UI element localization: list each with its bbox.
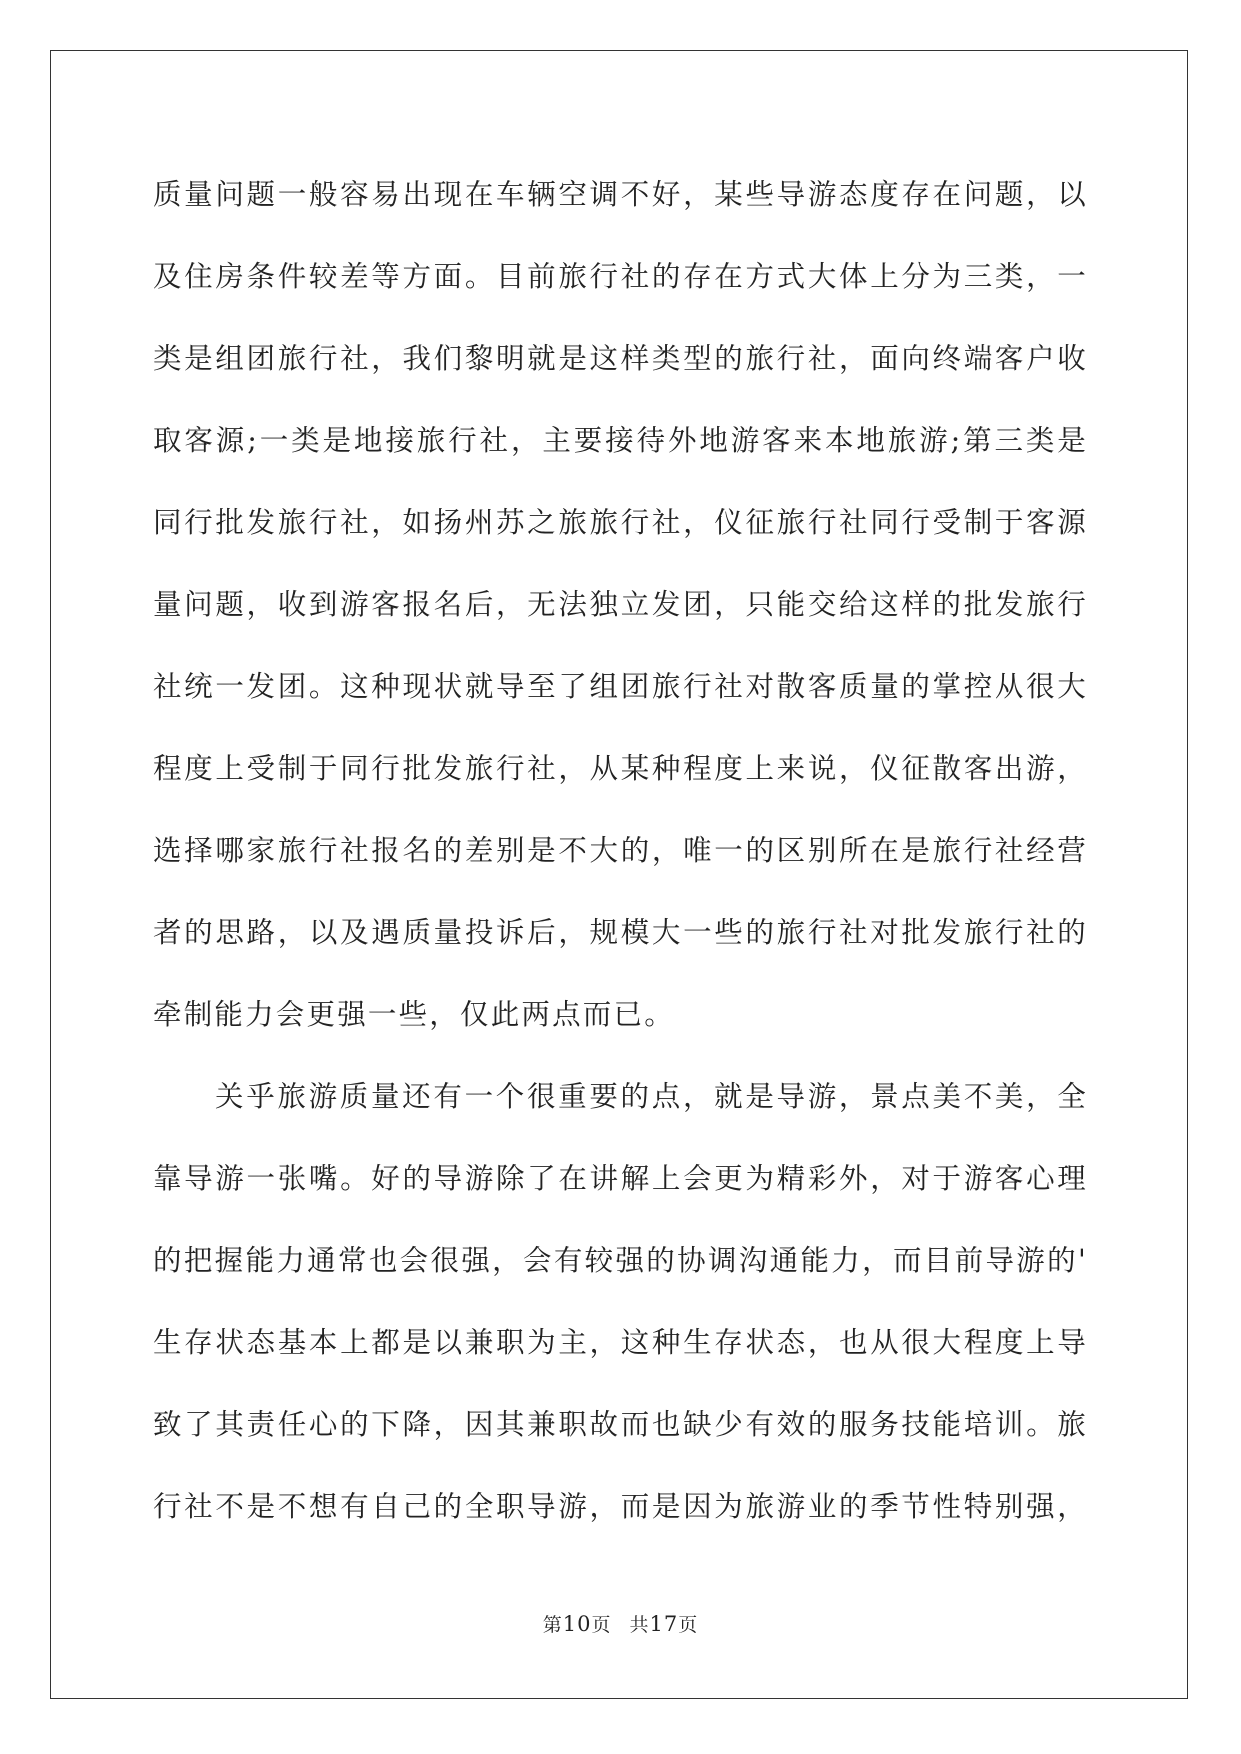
total-suffix: 页 xyxy=(678,1614,699,1636)
text-line: 致了其责任心的下降，因其兼职故而也缺少有效的服务技能培训。旅 xyxy=(153,1408,1088,1441)
paragraph-1 xyxy=(153,160,1088,1062)
page-suffix: 页 xyxy=(591,1614,612,1636)
text-line: 质量问题一般容易出现在车辆空调不好，某些导游态度存在问题，以 xyxy=(153,178,1088,211)
current-page-number: 10 xyxy=(562,1612,592,1636)
paragraph-2 xyxy=(153,1062,1088,1554)
text-line: 取客源;一类是地接旅行社，主要接待外地游客来本地旅游;第三类是 xyxy=(153,424,1088,457)
text-line: 牵制能力会更强一些，仅此两点而已。 xyxy=(153,998,675,1031)
text-line: 行社不是不想有自己的全职导游，而是因为旅游业的季节性特别强， xyxy=(153,1490,1088,1523)
text-line: 程度上受制于同行批发旅行社，从某种程度上来说，仪征散客出游， xyxy=(153,752,1088,785)
text-line: 社统一发团。这种现状就导至了组团旅行社对散客质量的掌控从很大 xyxy=(153,670,1088,703)
page-footer xyxy=(0,1610,1241,1637)
document-body xyxy=(153,160,1088,1554)
total-pages-number: 17 xyxy=(649,1612,679,1636)
text-line: 靠导游一张嘴。好的导游除了在讲解上会更为精彩外，对于游客心理 xyxy=(153,1162,1088,1195)
text-line: 同行批发旅行社，如扬州苏之旅旅行社，仪征旅行社同行受制于客源 xyxy=(153,506,1088,539)
text-line: 选择哪家旅行社报名的差别是不大的，唯一的区别所在是旅行社经营 xyxy=(153,834,1088,867)
text-line: 类是组团旅行社，我们黎明就是这样类型的旅行社，面向终端客户收 xyxy=(153,342,1088,375)
total-prefix: 共 xyxy=(629,1614,650,1636)
text-line: 者的思路，以及遇质量投诉后，规模大一些的旅行社对批发旅行社的 xyxy=(153,916,1088,949)
text-line: 量问题，收到游客报名后，无法独立发团，只能交给这样的批发旅行 xyxy=(153,588,1088,621)
text-line: 关乎旅游质量还有一个很重要的点，就是导游，景点美不美，全 xyxy=(215,1080,1088,1113)
page-prefix: 第 xyxy=(542,1614,563,1636)
text-line: 及住房条件较差等方面。目前旅行社的存在方式大体上分为三类，一 xyxy=(153,260,1088,293)
text-line: 生存状态基本上都是以兼职为主，这种生存状态，也从很大程度上导 xyxy=(153,1326,1088,1359)
text-line: 的把握能力通常也会很强，会有较强的协调沟通能力，而目前导游的' xyxy=(153,1244,1088,1277)
